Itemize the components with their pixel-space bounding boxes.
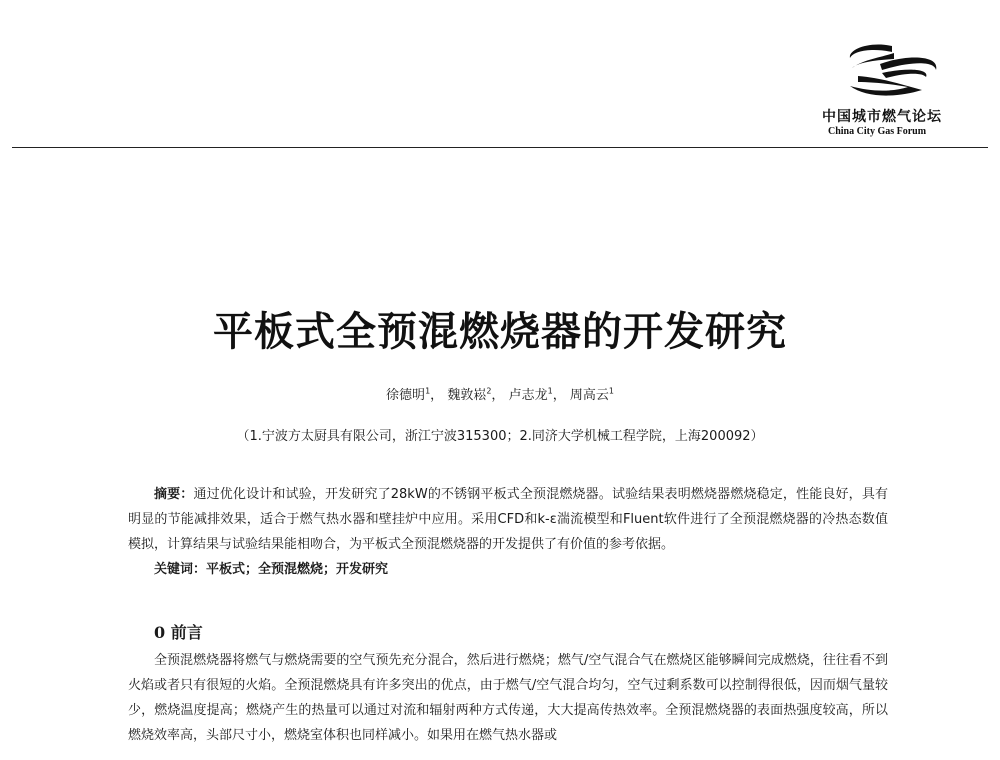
section-heading: 0 前言 (154, 623, 203, 642)
author-separator: ， (430, 388, 444, 403)
author-separator: ， (491, 388, 505, 403)
author-affiliation-mark: 1 (425, 386, 431, 396)
abstract (128, 482, 888, 557)
affiliations: （1.宁波方太厨具有限公司，浙江宁波315300；2.同济大学机械工程学院，上海200092） (236, 429, 764, 444)
abstract-text: 通过优化设计和试验，开发研究了28kW的不锈钢平板式全预混燃烧器。试验结果表明燃烧器燃烧稳定，性能良好，具有明显的节能减排效果，适合于燃气热水器和壁挂炉中应用。采用CFD和k-ε湍流模型和Fluent软件进行了全预混燃烧器的冷热态数值模拟，计算结果与试验结果能相吻合，为平板式全预混燃烧器的开发提供了有价值的参考依据。 (128, 487, 888, 552)
forum-name-en: China City Gas Forum (828, 126, 927, 137)
author-affiliation-mark: 1 (608, 386, 614, 396)
keywords-text: 平板式；全预混燃烧；开发研究 (206, 562, 389, 577)
gas-forum-logo-icon (842, 40, 942, 102)
author-name: 卢志龙 (508, 388, 548, 403)
abstract-label: 摘要： (154, 487, 194, 502)
keywords-label: 关键词： (154, 562, 207, 577)
author-list (0, 384, 1000, 403)
keywords (154, 558, 388, 577)
author-name: 徐德明 (386, 388, 426, 403)
author-name: 魏敦崧 (447, 388, 487, 403)
author-affiliation-mark: 1 (547, 386, 553, 396)
author-name: 周高云 (569, 388, 609, 403)
forum-name-cn: 中国城市燃气论坛 (822, 109, 942, 125)
header-divider (12, 147, 988, 148)
author-separator: ， (552, 388, 566, 403)
paper-title: 平板式全预混燃烧器的开发研究 (213, 308, 787, 355)
author-affiliation-mark: 2 (486, 386, 492, 396)
section-body: 全预混燃烧器将燃气与燃烧需要的空气预先充分混合，然后进行燃烧；燃气/空气混合气在燃烧区能够瞬间完成燃烧，往往看不到火焰或者只有很短的火焰。全预混燃烧具有许多突出的优点，由于燃气/空气混合均匀，空气过剩系数可以控制得很低，因而烟气量较少，燃烧温度提高；燃烧产生的热量可以通过对流和辐射两种方式传递，大大提高传热效率。全预混燃烧器的表面热强度较高，所以燃烧效率高，头部尺寸小，燃烧室体积也同样减小。如果用在燃气热水器或 (128, 653, 888, 743)
